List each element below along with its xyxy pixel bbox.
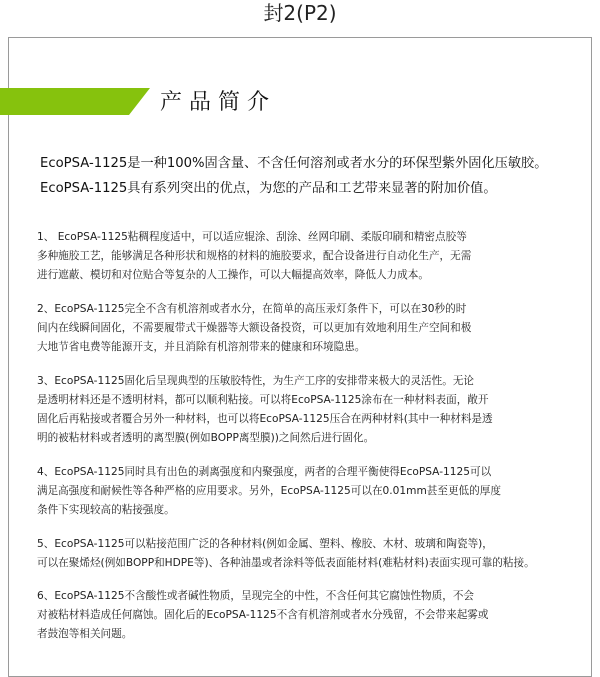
- intro-line-1: EcoPSA-1125是一种100%固含量、不含任何溶剂或者水分的环保型紫外固化压敏胶。: [40, 156, 548, 171]
- paragraph-line: 6、EcoPSA-1125不含酸性或者碱性物质，呈现完全的中性，不含任何其它腐蚀性物质，不会: [37, 590, 475, 602]
- paragraph-line: 明的被粘材料或者透明的离型膜(例如BOPP离型膜))之间然后进行固化。: [37, 432, 375, 444]
- intro-line-2: EcoPSA-1125具有系列突出的优点，为您的产品和工艺带来显著的附加价值。: [40, 181, 497, 196]
- paragraph-line: 2、EcoPSA-1125完全不含有机溶剂或者水分，在简单的高压汞灯条件下，可以在30秒的时: [37, 303, 467, 315]
- paragraph-line: 大地节省电费等能源开支，并且消除有机溶剂带来的健康和环境隐患。: [37, 341, 366, 353]
- paragraph-line: 固化后再粘接或者覆合另外一种材料，也可以将EcoPSA-1125压合在两种材料(其中一种材料是透: [37, 413, 493, 425]
- paragraph-line: 5、EcoPSA-1125可以粘接范围广泛的各种材料(例如金属、塑料、橡胶、木材、玻璃和陶瓷等)，: [37, 538, 493, 550]
- paragraph-line: 者鼓泡等相关问题。: [37, 628, 133, 640]
- paragraph-line: 对被粘材料造成任何腐蚀。固化后的EcoPSA-1125不含有机溶剂或者水分残留，不会带来起雾或: [37, 609, 489, 621]
- feature-paragraph-2: [37, 300, 577, 357]
- paragraph-line: 多种施胶工艺，能够满足各种形状和规格的材料的施胶要求，配合设备进行自动化生产，无需: [37, 250, 472, 262]
- feature-paragraph-4: [37, 463, 577, 520]
- paragraph-line: 条件下实现较高的粘接强度。: [37, 504, 175, 516]
- paragraph-line: 4、EcoPSA-1125同时具有出色的剥离强度和内聚强度，两者的合理平衡使得EcoPSA-1125可以: [37, 466, 492, 478]
- paragraph-line: 可以在聚烯烃(例如BOPP和HDPE等)、各种油墨或者涂料等低表面能材料(难粘材料)表面实现可靠的粘接。: [37, 557, 535, 569]
- feature-paragraph-6: [37, 587, 577, 644]
- paragraph-line: 1、 EcoPSA-1125粘稠程度适中，可以适应辊涂、刮涂、丝网印刷、柔版印刷和精密点胶等: [37, 231, 467, 243]
- section-accent-bar: [0, 88, 150, 115]
- document-frame: [8, 37, 592, 677]
- paragraph-line: 间内在线瞬间固化，不需要履带式干燥器等大额设备投资，可以更加有效地利用生产空间和极: [37, 322, 472, 334]
- paragraph-line: 进行遮蔽、模切和对位贴合等复杂的人工操作，可以大幅提高效率，降低人力成本。: [37, 269, 429, 281]
- section-title: 产品简介: [160, 90, 277, 115]
- paragraph-line: 3、EcoPSA-1125固化后呈现典型的压敏胶特性，为生产工序的安排带来极大的灵活性。无论: [37, 375, 475, 387]
- page-label: 封2(P2): [263, 1, 337, 25]
- feature-paragraph-3: [37, 372, 577, 448]
- feature-paragraph-5: [37, 535, 577, 573]
- feature-paragraph-1: [37, 228, 577, 285]
- paragraph-line: 是透明材料还是不透明材料，都可以顺利粘接。可以将EcoPSA-1125涂布在一种材料表面，敞开: [37, 394, 489, 406]
- paragraph-line: 满足高强度和耐候性等各种严格的应用要求。另外，EcoPSA-1125可以在0.01mm甚至更低的厚度: [37, 485, 501, 497]
